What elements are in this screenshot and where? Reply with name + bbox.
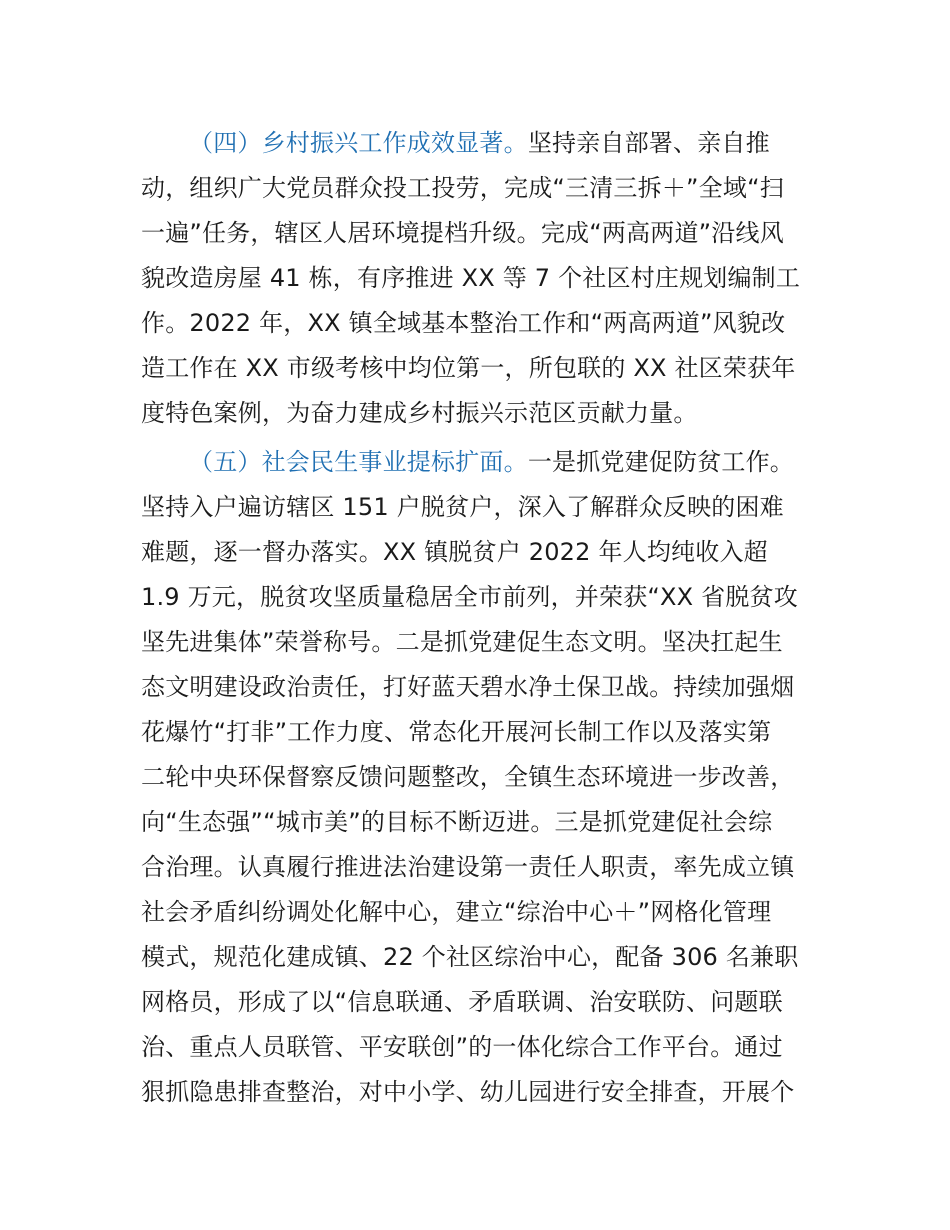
text-line: 难题，逐一督办落实。XX 镇脱贫户 2022 年人均纯收入超 [141, 538, 768, 566]
paragraph-first-line [141, 440, 821, 485]
text-line: 合治理。认真履行推进法治建设第一责任人职责，率先成立镇 [141, 853, 795, 881]
text-line: 社会矛盾纠纷调处化解中心，建立“综治中心＋”网格化管理 [141, 898, 772, 926]
text-line: 态文明建设政治责任，打好蓝天碧水净土保卫战。持续加强烟 [141, 673, 795, 701]
text-line: 二轮中央环保督察反馈问题整改，全镇生态环境进一步改善， [141, 763, 795, 791]
text-line: 造工作在 XX 市级考核中均位第一，所包联的 XX 社区荣获年 [141, 354, 796, 382]
paragraph-first-line [141, 121, 821, 166]
line-text: 坚持亲自部署、亲自推 [527, 129, 770, 157]
text-line: 向“生态强”“城市美”的目标不断迈进。三是抓党建促社会综 [141, 808, 773, 836]
text-line: 坚持入户遍访辖区 151 户脱贫户，深入了解群众反映的困难 [141, 493, 784, 521]
paragraph-rural-revitalization [141, 121, 821, 436]
text-line: 花爆竹“打非”工作力度、常态化开展河长制工作以及落实第 [141, 718, 772, 746]
text-line: 网格员，形成了以“信息联通、矛盾联调、治安联防、问题联 [141, 988, 783, 1016]
paragraph-social-livelihood [141, 440, 821, 1115]
text-line: 一遍”任务，辖区人居环境提档升级。完成“两高两道”沿线风 [141, 219, 784, 247]
text-line: 模式，规范化建成镇、22 个社区综治中心，配备 306 名兼职 [141, 943, 799, 971]
text-line: 动，组织广大党员群众投工投劳，完成“三清三拆＋”全域“扫 [141, 174, 784, 202]
section-heading: （五）社会民生事业提标扩面。 [189, 448, 528, 476]
text-line: 坚先进集体”荣誉称号。二是抓党建促生态文明。坚决扛起生 [141, 628, 783, 656]
text-line: 度特色案例，为奋力建成乡村振兴示范区贡献力量。 [141, 399, 698, 427]
line-text: 一是抓党建促防贫工作。 [527, 448, 795, 476]
text-line: 作。2022 年，XX 镇全域基本整治工作和“两高两道”风貌改 [141, 309, 786, 337]
text-line: 狠抓隐患排查整治，对中小学、幼儿园进行安全排查，开展个 [141, 1078, 795, 1106]
text-line: 治、重点人员联管、平安联创”的一体化综合工作平台。通过 [141, 1033, 783, 1061]
text-line: 1.9 万元，脱贫攻坚质量稳居全市前列，并荣获“XX 省脱贫攻 [141, 583, 798, 611]
section-heading: （四）乡村振兴工作成效显著。 [189, 129, 528, 157]
text-line: 貌改造房屋 41 栋，有序推进 XX 等 7 个社区村庄规划编制工 [141, 264, 801, 292]
